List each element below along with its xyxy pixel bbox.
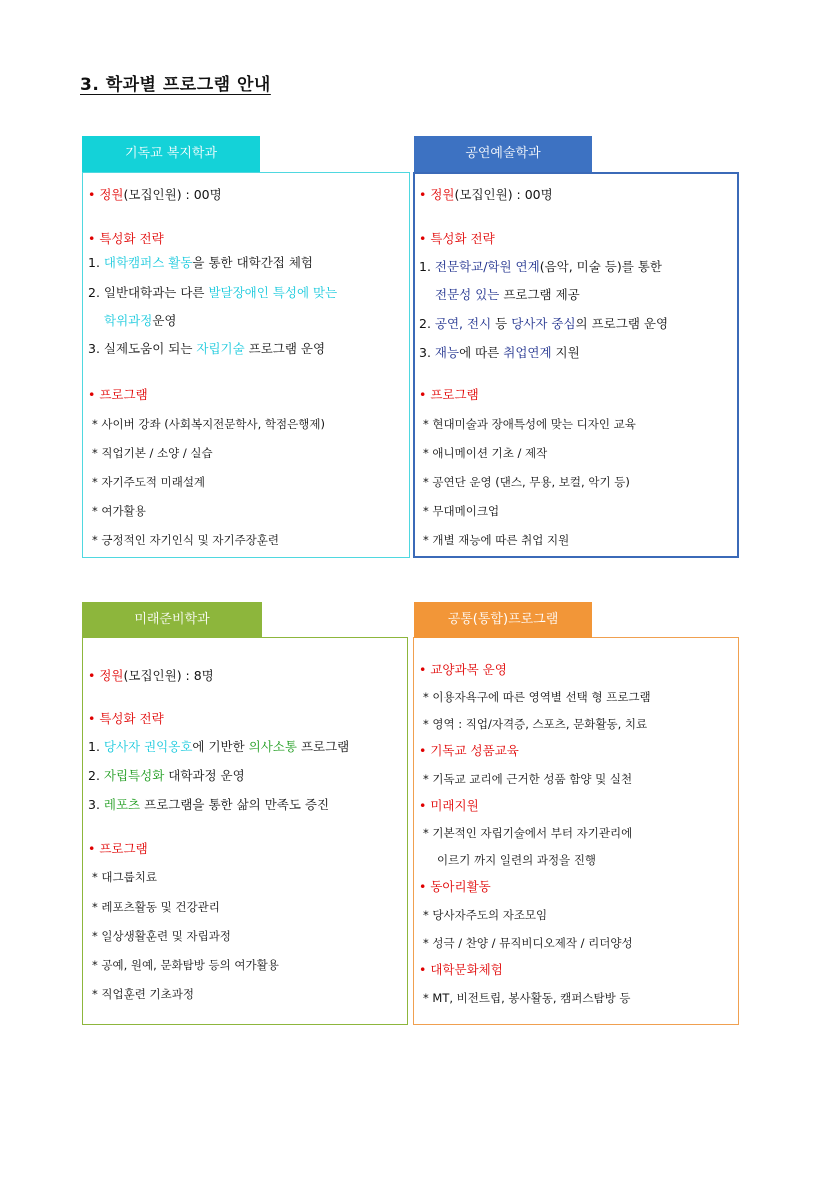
page-title: 3. 학과별 프로그램 안내 (80, 75, 271, 95)
arts-program-item: * 현대미술과 장애특성에 맞는 디자인 교육 (423, 417, 636, 431)
arts-program-item: * 애니메이션 기초 / 제작 (423, 446, 548, 460)
future-tab: 미래준비학과 (82, 602, 262, 638)
common-item: * 당사자주도의 자조모임 (423, 908, 548, 922)
welfare-strategy-heading: • 특성화 전략 (88, 231, 164, 246)
arts-tab: 공연예술학과 (414, 136, 592, 172)
common-heading-2: • 기독교 성품교육 (419, 743, 519, 758)
welfare-program-heading: • 프로그램 (88, 387, 148, 402)
future-strategy-3: 3. 레포츠 프로그램을 통한 삶의 만족도 증진 (88, 797, 330, 812)
future-program-item: * 대그룹치료 (92, 870, 157, 884)
future-program-item: * 공예, 원예, 문화탐방 등의 여가활용 (92, 958, 279, 972)
common-item-continued: 이르기 까지 일련의 과정을 진행 (437, 853, 597, 867)
common-heading-5: • 대학문화체험 (419, 962, 503, 977)
common-heading-1: • 교양과목 운영 (419, 662, 507, 677)
future-strategy-1: 1. 당사자 권익옹호에 기반한 의사소통 프로그램 (88, 739, 350, 754)
arts-strategy-1b: 전문성 있는 프로그램 제공 (435, 287, 580, 302)
future-program-heading: • 프로그램 (88, 841, 148, 856)
arts-program-heading: • 프로그램 (419, 387, 479, 402)
common-item: * MT, 비전트립, 봉사활동, 캠퍼스탐방 등 (423, 991, 631, 1005)
future-program-item: * 일상생활훈련 및 자립과정 (92, 929, 231, 943)
welfare-program-item: * 여가활용 (92, 504, 146, 518)
arts-strategy-1: 1. 전문학교/학원 연계(음악, 미술 등)를 통한 (419, 259, 662, 274)
welfare-program-item: * 긍정적인 자기인식 및 자기주장훈련 (92, 533, 280, 547)
arts-capacity: • 정원(모집인원) : 00명 (419, 187, 553, 202)
welfare-strategy-3: 3. 실제도움이 되는 자립기술 프로그램 운영 (88, 341, 326, 356)
arts-program-item: * 무대메이크업 (423, 504, 500, 518)
common-tab: 공통(통합)프로그램 (414, 602, 592, 638)
future-program-item: * 레포츠활동 및 건강관리 (92, 900, 220, 914)
common-item: * 기독교 교리에 근거한 성품 함양 및 실천 (423, 772, 633, 786)
future-strategy-2: 2. 자립특성화 대학과정 운영 (88, 768, 245, 783)
future-program-item: * 직업훈련 기초과정 (92, 987, 194, 1001)
welfare-strategy-2: 2. 일반대학과는 다른 발달장애인 특성에 맞는 (88, 285, 338, 300)
welfare-program-item: * 직업기본 / 소양 / 실습 (92, 446, 213, 460)
common-item: * 기본적인 자립기술에서 부터 자기관리에 (423, 826, 633, 840)
arts-program-item: * 공연단 운영 (댄스, 무용, 보컬, 악기 등) (423, 475, 630, 489)
arts-strategy-heading: • 특성화 전략 (419, 231, 495, 246)
common-item: * 성극 / 찬양 / 뮤직비디오제작 / 리더양성 (423, 936, 633, 950)
welfare-strategy-1: 1. 대학캠퍼스 활동을 통한 대학간접 체험 (88, 255, 314, 270)
future-capacity: • 정원(모집인원) : 8명 (88, 668, 214, 683)
common-heading-4: • 동아리활동 (419, 879, 491, 894)
welfare-program-item: * 사이버 강좌 (사회복지전문학사, 학점은행제) (92, 417, 325, 431)
arts-strategy-3: 3. 재능에 따른 취업연계 지원 (419, 345, 580, 360)
welfare-program-item: * 자기주도적 미래설계 (92, 475, 206, 489)
welfare-strategy-2b: 학위과정운영 (104, 313, 177, 328)
welfare-tab: 기독교 복지학과 (82, 136, 260, 172)
welfare-capacity: • 정원(모집인원) : 00명 (88, 187, 222, 202)
common-item: * 이용자욕구에 따른 영역별 선택 형 프로그램 (423, 690, 651, 704)
arts-strategy-2: 2. 공연, 전시 등 당사자 중심의 프로그램 운영 (419, 316, 669, 331)
common-heading-3: • 미래지원 (419, 798, 479, 813)
arts-program-item: * 개별 재능에 따른 취업 지원 (423, 533, 570, 547)
common-item: * 영역 : 직업/자격증, 스포츠, 문화활동, 치료 (423, 717, 648, 731)
future-strategy-heading: • 특성화 전략 (88, 711, 164, 726)
